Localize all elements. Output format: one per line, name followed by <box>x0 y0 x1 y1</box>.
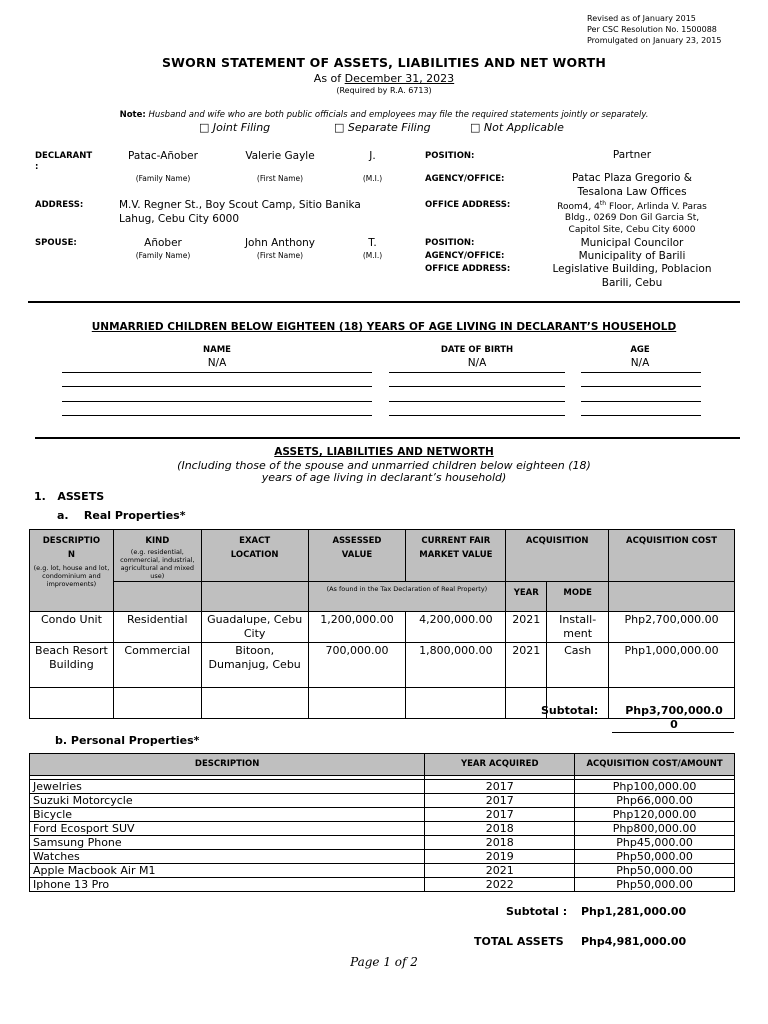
position-label: POSITION: <box>425 151 475 161</box>
children-age-header: AGE <box>630 345 650 355</box>
rp-header-kind-label: KIND <box>145 536 170 546</box>
pp-cell-cost: Php45,000.00 <box>575 836 735 850</box>
pp-cell-description: Suzuki Motorcycle <box>30 794 425 808</box>
spouse-office-address-line-1: Legislative Building, Poblacion <box>552 263 712 275</box>
assets-section-title: ASSETS, LIABILITIES AND NETWORTH <box>274 446 494 458</box>
promulgated-date: Promulgated on January 23, 2015 <box>587 36 722 45</box>
pp-cell-cost: Php100,000.00 <box>575 780 735 794</box>
filing-note <box>0 110 768 120</box>
pp-cell-description: Watches <box>30 850 425 864</box>
declarant-label: DECLARANT <box>35 151 93 161</box>
real-properties-table <box>29 529 735 719</box>
as-of-date: December 31, 2023 <box>344 72 455 85</box>
real-properties-heading: a. Real Properties* <box>57 509 186 522</box>
assets-subtitle-line-1: (Including those of the spouse and unmarried children below eighteen (18) <box>177 459 591 472</box>
pp-cell-year: 2018 <box>425 822 575 836</box>
table-row <box>30 808 735 822</box>
rp-header-fair-value <box>406 530 506 582</box>
child-name-line <box>62 386 372 387</box>
rp-cell-location: Bitoon, Dumanjug, Cebu <box>201 643 308 688</box>
pp-header-cost: ACQUISITION COST/AMOUNT <box>575 754 735 776</box>
rp-empty-cell <box>406 688 506 719</box>
rp-empty-cell <box>201 688 308 719</box>
table-row <box>30 836 735 850</box>
pp-cell-year: 2021 <box>425 864 575 878</box>
agency-line-2: Tesalona Law Offices <box>577 186 687 198</box>
address-label: ADDRESS: <box>35 200 84 210</box>
rp-header-assessed-a: ASSESSED <box>332 536 382 546</box>
office-address-line-1-sup: th <box>599 200 607 207</box>
spouse-first-name-caption: (First Name) <box>256 251 304 260</box>
pp-cell-cost: Php50,000.00 <box>575 878 735 892</box>
declarant-position: Partner <box>612 149 652 161</box>
pp-cell-description: Ford Ecosport SUV <box>30 822 425 836</box>
child-age-line <box>581 386 701 387</box>
total-assets-label: TOTAL ASSETS <box>474 935 564 948</box>
address-line-2: Lahug, Cebu City 6000 <box>119 213 240 225</box>
children-section-title: UNMARRIED CHILDREN BELOW EIGHTEEN (18) YEARS OF AGE LIVING IN DECLARANT’S HOUSEHOLD <box>91 321 677 333</box>
spouse-family-name: Añober <box>144 237 182 249</box>
table-row <box>30 612 735 643</box>
children-name-header: NAME <box>203 345 231 355</box>
agency-label: AGENCY/OFFICE: <box>425 174 505 184</box>
rp-header-assessed <box>308 530 406 582</box>
required-by: (Required by R.A. 6713) <box>336 86 432 95</box>
child-dob-line <box>389 386 565 387</box>
note-text: Husband and wife who are both public officials and employees may file the required statements jointly or separately. <box>148 110 649 120</box>
spouse-label: SPOUSE: <box>35 238 77 248</box>
rp-header-acquisition: ACQUISITION <box>506 530 609 582</box>
table-row <box>30 794 735 808</box>
child-age-line <box>581 415 701 416</box>
pp-cell-cost: Php66,000.00 <box>575 794 735 808</box>
rp-header-description <box>30 530 114 612</box>
spouse-family-name-caption: (Family Name) <box>135 251 191 260</box>
spouse-agency: Municipality of Barili <box>578 250 686 262</box>
rp-cell-assessed: 1,200,000.00 <box>308 612 406 643</box>
office-address-line-1-pre: Room4, 4 <box>557 202 600 212</box>
rp-header-location-a: EXACT <box>239 536 271 546</box>
rp-subtotal-label: Subtotal: <box>541 704 599 717</box>
rp-header-cost: ACQUISITION COST <box>609 530 735 582</box>
table-row <box>30 850 735 864</box>
office-address-line-1 <box>532 200 732 212</box>
rp-cell-description: Beach Resort Building <box>30 643 114 688</box>
revision-note <box>587 13 721 46</box>
table-row <box>30 864 735 878</box>
rp-empty-cell <box>113 688 201 719</box>
pp-cell-description: Samsung Phone <box>30 836 425 850</box>
assets-subtitle-line-2: years of age living in declarant’s household) <box>261 471 507 484</box>
pp-cell-year: 2017 <box>425 794 575 808</box>
rp-subtotal-line-2: 0 <box>670 718 678 731</box>
spouse-office-address-line-2: Barili, Cebu <box>601 277 663 289</box>
rp-header-kind-cont <box>113 582 201 612</box>
rp-header-kind-note: (e.g. residential, commercial, industrial, agricultural and mixed use) <box>120 548 195 580</box>
rp-cell-mode: Cash <box>547 643 609 688</box>
rp-header-description-note: (e.g. lot, house and lot, condominium and improvements) <box>33 564 110 588</box>
pp-cell-year: 2019 <box>425 850 575 864</box>
rp-cell-assessed: 700,000.00 <box>308 643 406 688</box>
pp-cell-description: Jewelries <box>30 780 425 794</box>
children-dob-value: N/A <box>467 357 487 369</box>
spouse-mi: T. <box>368 237 377 249</box>
rp-cell-location: Guadalupe, Cebu City <box>201 612 308 643</box>
spouse-position: Municipal Councilor <box>580 237 684 249</box>
spouse-mi-caption: (M.I.) <box>362 251 383 260</box>
rp-cell-fair: 1,800,000.00 <box>406 643 506 688</box>
page-number: Page 1 of 2 <box>350 955 418 969</box>
address-line-1: M.V. Regner St., Boy Scout Camp, Sitio Banika <box>119 199 361 211</box>
separate-filing-checkbox[interactable]: □ Separate Filing <box>334 121 431 134</box>
child-name-line <box>62 401 372 402</box>
rp-cell-description: Condo Unit <box>30 612 114 643</box>
rp-cell-kind: Residential <box>113 612 201 643</box>
pp-subtotal-value: Php1,281,000.00 <box>581 905 687 918</box>
children-name-value: N/A <box>207 357 227 369</box>
rp-cell-cost: Php2,700,000.00 <box>609 612 735 643</box>
pp-cell-year: 2022 <box>425 878 575 892</box>
rp-header-location <box>201 530 308 582</box>
family-name-caption: (Family Name) <box>135 174 191 183</box>
spouse-position-label: POSITION: <box>425 238 475 248</box>
rp-cell-fair: 4,200,000.00 <box>406 612 506 643</box>
note-label: Note: <box>119 110 146 120</box>
office-address-line-2: Bldg., 0269 Don Gil Garcia St, <box>564 213 700 223</box>
pp-cell-cost: Php50,000.00 <box>575 864 735 878</box>
joint-filing-checkbox[interactable]: □ Joint Filing <box>199 121 271 134</box>
csc-resolution: Per CSC Resolution No. 1500088 <box>587 25 717 34</box>
rp-header-tax-note-cell <box>308 582 506 612</box>
declarant-first-name: Valerie Gayle <box>245 150 315 162</box>
child-dob-line <box>389 372 565 373</box>
pp-cell-description: Iphone 13 Pro <box>30 878 425 892</box>
rp-subtotal-value <box>612 704 736 732</box>
rp-cell-mode: Install-ment <box>547 612 609 643</box>
section-divider-2 <box>35 437 740 439</box>
child-dob-line <box>389 415 565 416</box>
spouse-agency-label: AGENCY/OFFICE: <box>425 251 505 261</box>
rp-header-location-cont <box>201 582 308 612</box>
rp-header-fair-b: MARKET VALUE <box>419 550 493 560</box>
as-of-line <box>0 72 768 85</box>
child-dob-line <box>389 401 565 402</box>
pp-cell-cost: Php800,000.00 <box>575 822 735 836</box>
rp-header-kind <box>113 530 201 582</box>
section-divider-1 <box>28 301 740 303</box>
rp-header-location-b: LOCATION <box>230 550 279 560</box>
table-row <box>30 822 735 836</box>
pp-cell-year: 2018 <box>425 836 575 850</box>
assets-heading: 1. ASSETS <box>34 490 105 503</box>
declarant-mi: J. <box>369 150 376 162</box>
pp-cell-year: 2017 <box>425 780 575 794</box>
rp-cell-cost: Php1,000,000.00 <box>609 643 735 688</box>
as-of-prefix: As of <box>313 72 342 85</box>
first-name-caption: (First Name) <box>256 174 304 183</box>
rp-header-mode: MODE <box>547 582 609 612</box>
rp-header-assessed-b: VALUE <box>341 550 373 560</box>
rp-header-tax-note: (As found in the Tax Declaration of Real Property) <box>326 585 488 593</box>
pp-header-year: YEAR ACQUIRED <box>425 754 575 776</box>
office-address-line-1-post: Floor, Arlinda V. Paras <box>606 202 707 212</box>
pp-cell-description: Apple Macbook Air M1 <box>30 864 425 878</box>
rp-cell-year: 2021 <box>506 612 547 643</box>
total-assets-value: Php4,981,000.00 <box>581 935 687 948</box>
rp-empty-cell <box>308 688 406 719</box>
rp-header-cost-cont <box>609 582 735 612</box>
child-age-line <box>581 372 701 373</box>
children-age-value: N/A <box>630 357 650 369</box>
pp-cell-year: 2017 <box>425 808 575 822</box>
pp-cell-cost: Php50,000.00 <box>575 850 735 864</box>
declarant-family-name: Patac-Añober <box>128 150 198 162</box>
child-name-line <box>62 372 372 373</box>
rp-cell-kind: Commercial <box>113 643 201 688</box>
child-name-line <box>62 415 372 416</box>
office-address-line-3: Capitol Site, Cebu City 6000 <box>568 225 696 235</box>
revised-date: Revised as of January 2015 <box>587 14 696 23</box>
rp-empty-cell <box>30 688 114 719</box>
table-row <box>30 780 735 794</box>
mi-caption: (M.I.) <box>362 174 383 183</box>
children-dob-header: DATE OF BIRTH <box>440 345 514 355</box>
table-row <box>30 643 735 688</box>
spouse-first-name: John Anthony <box>244 237 316 249</box>
declarant-colon: : <box>35 162 39 172</box>
rp-header-description-b: N <box>67 550 75 560</box>
rp-header-description-a: DESCRIPTIO <box>42 536 101 546</box>
office-address-label: OFFICE ADDRESS: <box>425 200 511 210</box>
rp-header-year: YEAR <box>506 582 547 612</box>
spouse-office-address-label: OFFICE ADDRESS: <box>425 264 511 274</box>
not-applicable-checkbox[interactable]: □ Not Applicable <box>470 121 564 134</box>
rp-subtotal-line-1: Php3,700,000.0 <box>625 704 723 717</box>
pp-header-description: DESCRIPTION <box>30 754 425 776</box>
child-age-line <box>581 401 701 402</box>
pp-cell-cost: Php120,000.00 <box>575 808 735 822</box>
pp-subtotal-label: Subtotal : <box>506 905 568 918</box>
table-row <box>30 878 735 892</box>
pp-cell-description: Bicycle <box>30 808 425 822</box>
rp-cell-year: 2021 <box>506 643 547 688</box>
personal-properties-table <box>29 753 735 892</box>
agency-line-1: Patac Plaza Gregorio & <box>572 172 692 184</box>
rp-header-fair-a: CURRENT FAIR <box>421 536 491 546</box>
rp-subtotal-underline <box>612 732 734 733</box>
personal-properties-heading: b. Personal Properties* <box>55 734 200 747</box>
document-title: SWORN STATEMENT OF ASSETS, LIABILITIES AND NET WORTH <box>161 55 607 70</box>
